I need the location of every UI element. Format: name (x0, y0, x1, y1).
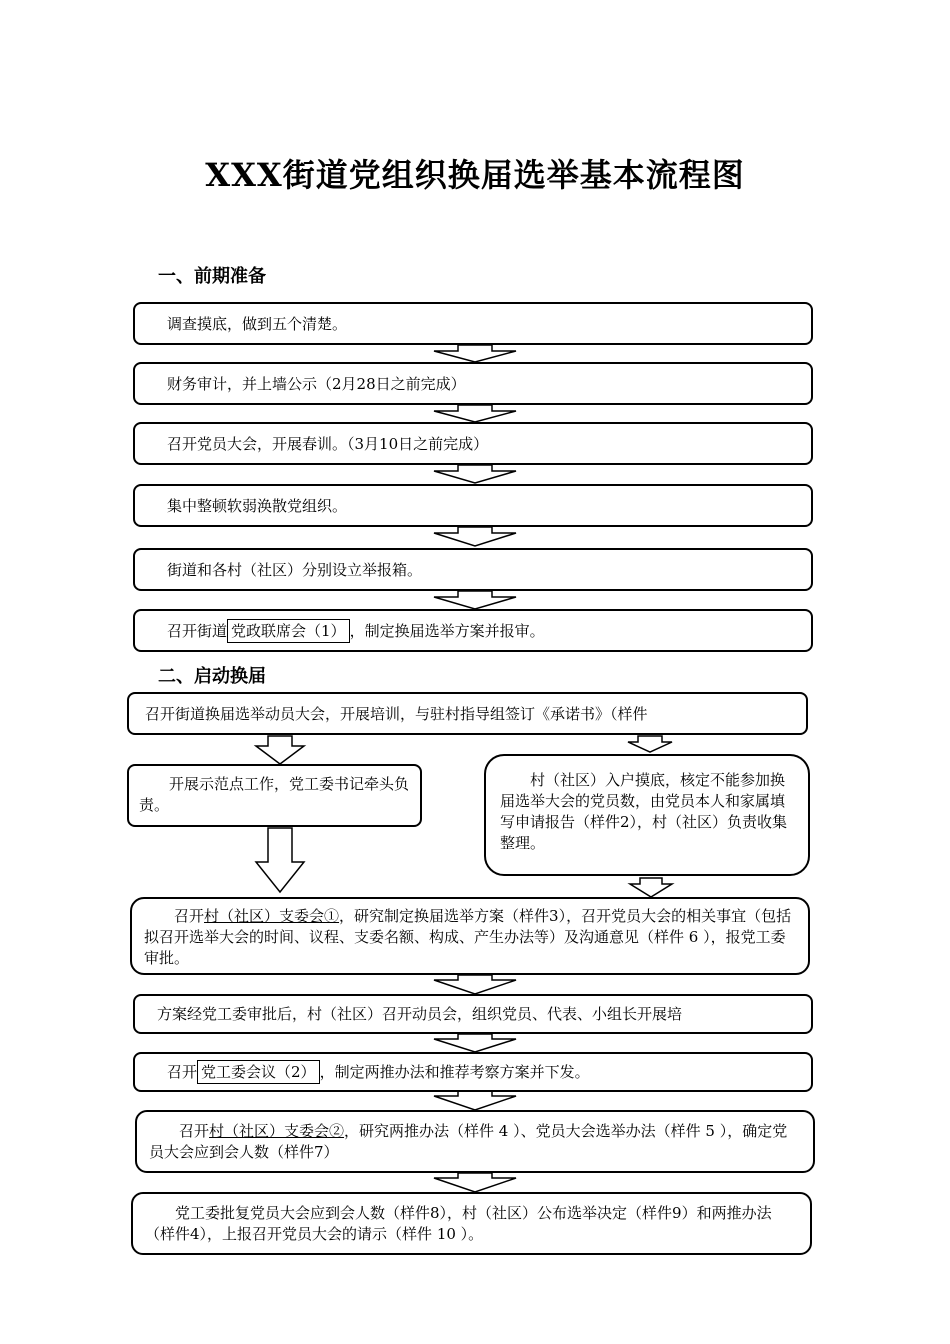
step-mobilization-training (133, 994, 813, 1034)
down-arrow-icon (256, 736, 304, 764)
step-financial-audit (133, 362, 813, 405)
step-household-survey-text: 村（社区）入户摸底，核定不能参加换届选举大会的党员数，由党员本人和家属填写申请报告（样件2），村（社区）负责收集整理。 (500, 771, 788, 852)
step-branch-meeting-1 (130, 897, 810, 975)
step-branch-meeting-1-ref: 村（社区）支委会① (204, 907, 340, 925)
step-joint-meeting-post: ，制定换届选举方案并报审。 (349, 621, 545, 640)
step-branch-meeting-2-pre: 召开 (179, 1122, 210, 1140)
step-working-committee-meeting-pre: 召开 (167, 1063, 198, 1081)
down-arrow-icon (434, 1091, 516, 1110)
step-branch-meeting-1-pre: 召开 (174, 907, 205, 925)
step-report-boxes (133, 548, 813, 591)
step-mobilization-training-text: 方案经党工委审批后，村（社区）召开动员会，组织党员、代表、小组长开展培 (157, 1005, 683, 1023)
step-financial-audit-text: 财务审计，并上墙公示（2月28日之前完成） (167, 374, 466, 393)
down-arrow-icon (434, 405, 516, 422)
step-joint-meeting-pre: 召开街道 (167, 621, 228, 640)
step-demonstration-sites (127, 764, 422, 827)
step-rectify-organizations (133, 484, 813, 527)
step-survey (133, 302, 813, 345)
step-working-committee-meeting-ref: 党工委会议（2） (197, 1060, 320, 1084)
down-arrow-icon (434, 1173, 516, 1192)
step-report-boxes-text: 街道和各村（社区）分别设立举报箱。 (167, 560, 423, 579)
down-arrow-icon (434, 527, 516, 546)
step-rectify-organizations-text: 集中整顿软弱涣散党组织。 (167, 496, 348, 515)
down-arrow-icon (434, 975, 516, 994)
down-arrow-icon (434, 591, 516, 609)
page-title: XXX街道党组织换届选举基本流程图 (205, 156, 745, 194)
down-arrow-icon (434, 1034, 516, 1052)
step-joint-meeting (133, 609, 813, 652)
section-heading-launch: 二、启动换届 (158, 666, 266, 687)
step-approval-announcement (131, 1192, 812, 1255)
step-mobilization-meeting (127, 692, 808, 735)
step-joint-meeting-ref: 党政联席会（1） (227, 619, 350, 643)
down-arrow-icon (628, 736, 672, 752)
step-mobilization-meeting-text: 召开街道换届选举动员大会，开展培训，与驻村指导组签订《承诺书》（样件 (145, 704, 648, 723)
step-working-committee-meeting-post: ，制定两推办法和推荐考察方案并下发。 (319, 1063, 590, 1081)
step-branch-meeting-1-post: ，研究制定换届选举方案（样件3），召开党员大会的相关事宜（包括拟召开选举大会的时间、议程、支委名额、构成、产生办法等）及沟通意见（样件 6 ），报党工委审批。 (144, 907, 792, 967)
down-arrow-icon (434, 465, 516, 483)
step-branch-meeting-2 (135, 1110, 815, 1173)
step-household-survey (484, 754, 810, 876)
step-branch-meeting-2-post: ，研究两推办法（样件 4 ）、党员大会选举办法（样件 5 ），确定党员大会应到会人数（样件7） (149, 1122, 788, 1161)
step-approval-announcement-text: 党工委批复党员大会应到会人数（样件8），村（社区）公布选举决定（样件9）和两推办法（样件4），上报召开党员大会的请示（样件 10 ）。 (145, 1204, 772, 1243)
step-party-meeting (133, 422, 813, 465)
section-heading-preparation: 一、前期准备 (158, 266, 266, 287)
down-arrow-icon (434, 345, 516, 362)
step-survey-text: 调查摸底，做到五个清楚。 (167, 314, 348, 333)
down-arrow-icon (630, 878, 672, 897)
down-arrow-icon (256, 828, 304, 892)
step-party-meeting-text: 召开党员大会，开展春训。（3月10日之前完成） (167, 434, 489, 453)
step-branch-meeting-2-ref: 村（社区）支委会② (209, 1122, 345, 1140)
step-working-committee-meeting (133, 1052, 813, 1092)
step-demonstration-sites-text: 开展示范点工作，党工委书记牵头负责。 (139, 775, 410, 814)
